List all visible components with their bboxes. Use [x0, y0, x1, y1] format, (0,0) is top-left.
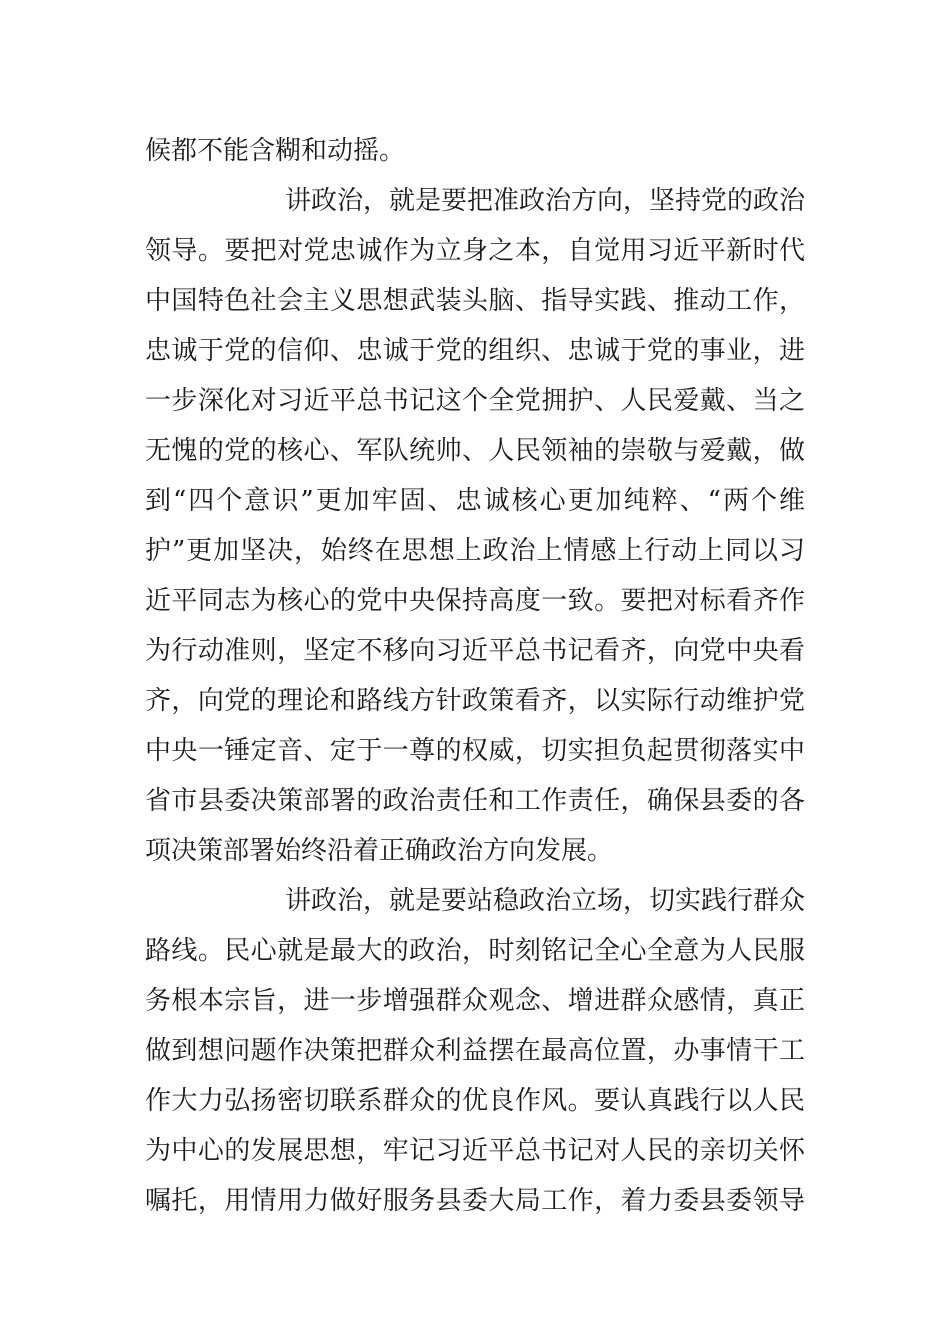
text-line: 一步深化对习近平总书记这个全党拥护、人民爱戴、当之	[145, 386, 805, 416]
text-line: 领导。要把对党忠诚作为立身之本，自觉用习近平新时代	[145, 236, 805, 266]
text-line: 路线。民心就是最大的政治，时刻铭记全心全意为人民服	[145, 936, 805, 966]
paragraph-first-line: 讲政治，就是要把准政治方向，坚持党的政治	[285, 186, 805, 216]
text-line: 作大力弘扬密切联系群众的优良作风。要认真践行以人民	[145, 1086, 805, 1116]
text-line: 项决策部署始终沿着正确政治方向发展。	[145, 836, 614, 866]
text-line: 中央一锤定音、定于一尊的权威，切实担负起贯彻落实中	[145, 736, 805, 766]
text-line: 中国特色社会主义思想武装头脑、指导实践、推动工作，	[145, 286, 805, 316]
text-line: 省市县委决策部署的政治责任和工作责任，确保县委的各	[145, 786, 805, 816]
text-line: 忠诚于党的信仰、忠诚于党的组织、忠诚于党的事业，进	[145, 336, 805, 366]
text-line: 到“四个意识”更加牢固、忠诚核心更加纯粹、“两个维	[145, 486, 805, 516]
text-line: 为中心的发展思想，牢记习近平总书记对人民的亲切关怀	[145, 1136, 805, 1166]
text-line: 为行动准则，坚定不移向习近平总书记看齐，向党中央看	[145, 636, 805, 666]
text-line: 做到想问题作决策把群众利益摆在最高位置，办事情干工	[145, 1036, 805, 1066]
text-line: 近平同志为核心的党中央保持高度一致。要把对标看齐作	[145, 586, 805, 616]
text-line: 嘱托，用情用力做好服务县委大局工作，着力委县委领导	[145, 1186, 805, 1216]
text-line: 护”更加坚决，始终在思想上政治上情感上行动上同以习	[145, 536, 805, 566]
text-line: 齐，向党的理论和路线方针政策看齐，以实际行动维护党	[145, 686, 805, 716]
text-line: 务根本宗旨，进一步增强群众观念、增进群众感情，真正	[145, 986, 805, 1016]
text-line: 无愧的党的核心、军队统帅、人民领袖的崇敬与爱戴，做	[145, 436, 805, 466]
text-line: 候都不能含糊和动摇。	[145, 136, 406, 166]
paragraph-first-line: 讲政治，就是要站稳政治立场，切实践行群众	[285, 886, 805, 916]
